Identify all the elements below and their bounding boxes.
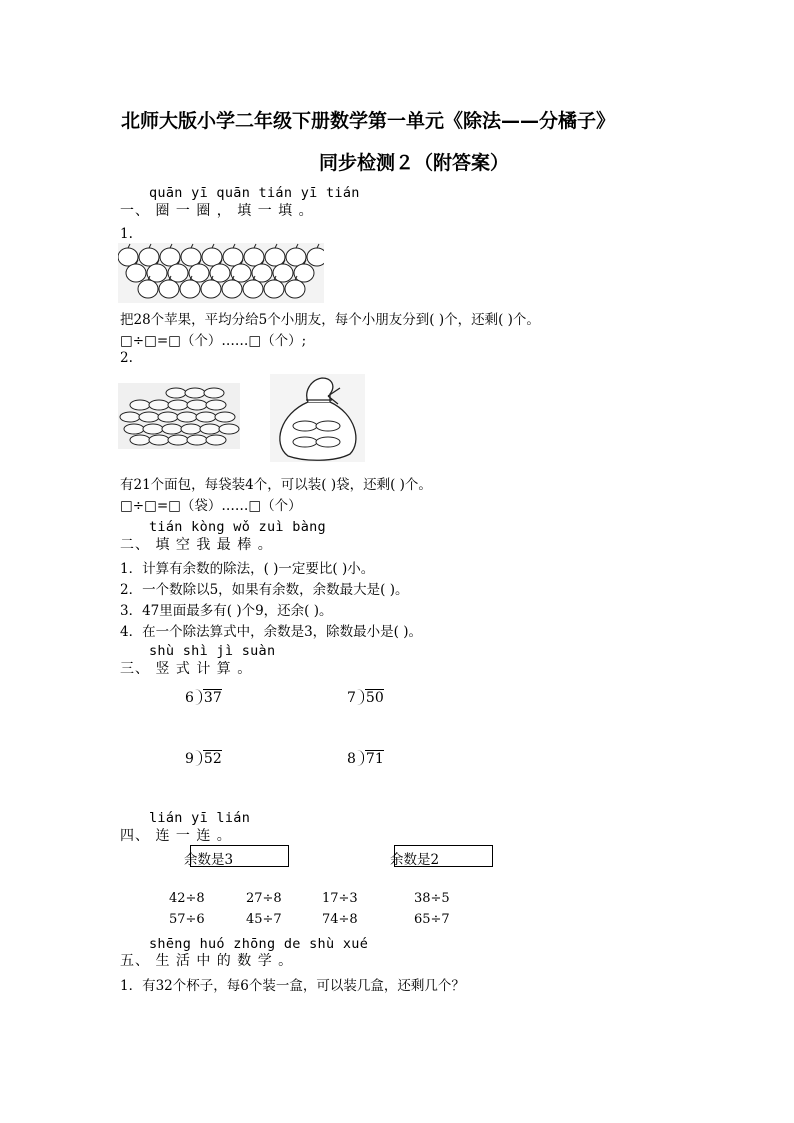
apple-shape xyxy=(244,248,264,266)
apple-shape xyxy=(160,248,180,266)
bread-shape xyxy=(196,412,216,422)
apple-shape xyxy=(126,264,146,282)
apple-shape xyxy=(118,248,138,266)
bread-shape xyxy=(187,400,207,410)
section1-pinyin: quān yī quān tián yī tián xyxy=(149,185,360,201)
q1-number: 1. xyxy=(120,226,133,242)
remainder-3-label: 余数是3 xyxy=(184,852,234,868)
bread-shape xyxy=(187,435,207,445)
apple-shape xyxy=(139,248,159,266)
expression: 74÷8 xyxy=(322,912,358,927)
bread-shape xyxy=(130,435,150,445)
section4-heading: 四、 连 一 连 。 xyxy=(120,828,232,844)
bread-bag-illustration xyxy=(270,374,365,462)
expression: 42÷8 xyxy=(169,891,205,906)
dividend: 37 xyxy=(203,690,222,706)
dividend: 50 xyxy=(365,690,384,706)
apple-shape xyxy=(181,248,201,266)
bread-shape xyxy=(120,412,140,422)
bread-shape xyxy=(181,424,201,434)
q1-formula: □÷□=□（个）……□（个）; xyxy=(120,333,307,349)
expression: 65÷7 xyxy=(414,912,450,927)
divisor: 9 xyxy=(185,751,194,767)
bread-shape xyxy=(124,424,144,434)
bread-shape xyxy=(206,400,226,410)
apple-shape xyxy=(252,264,272,282)
apple-shape xyxy=(264,280,284,298)
q2-number: 2. xyxy=(120,350,133,366)
section2-item-4: 4．在一个除法算式中，余数是3，除数最小是( )。 xyxy=(120,624,423,640)
apple-shape xyxy=(285,280,305,298)
bread-shape xyxy=(168,435,188,445)
section4-pinyin: lián yī lián xyxy=(149,810,251,826)
long-division-4 xyxy=(347,750,384,767)
expression: 27÷8 xyxy=(246,891,282,906)
bread-shape xyxy=(143,424,163,434)
section2-item-3: 3．47里面最多有( )个9，还余( )。 xyxy=(120,603,333,619)
bread-shape xyxy=(130,400,150,410)
bread-shape xyxy=(158,412,178,422)
dividend: 71 xyxy=(365,751,384,767)
apple-shape xyxy=(223,248,243,266)
expression: 45÷7 xyxy=(246,912,282,927)
dividend: 52 xyxy=(203,751,222,767)
q2-text: 有21个面包，每袋装4个，可以装( )袋，还剩( )个。 xyxy=(120,477,432,493)
apple-shape xyxy=(159,280,179,298)
section1-heading: 一、 圈 一 圈 ， 填 一 填 。 xyxy=(120,203,314,219)
bread-shape xyxy=(219,424,239,434)
section2-item-2: 2．一个数除以5，如果有余数，余数最大是( )。 xyxy=(120,582,409,598)
long-division-2 xyxy=(347,689,384,706)
bread-shape xyxy=(168,400,188,410)
bread-shape xyxy=(149,435,169,445)
apple-shape xyxy=(222,280,242,298)
apple-shape xyxy=(138,280,158,298)
bread-shape xyxy=(200,424,220,434)
bread-shape xyxy=(139,412,159,422)
apples-illustration xyxy=(118,243,324,303)
bread-shape xyxy=(149,400,169,410)
apple-shape xyxy=(231,264,251,282)
divisor: 6 xyxy=(185,690,194,706)
document-title-line2: 同步检测２（附答案） xyxy=(319,152,510,174)
q2-formula: □÷□=□（袋）……□（个） xyxy=(120,498,302,514)
section5-heading: 五、 生 活 中 的 数 学 。 xyxy=(120,953,294,969)
bread-shape xyxy=(206,435,226,445)
long-division-3 xyxy=(185,750,222,767)
expression: 38÷5 xyxy=(414,891,450,906)
section5-pinyin: shēng huó zhōng de shù xué xyxy=(149,936,369,952)
bread-shape xyxy=(204,388,224,398)
apple-shape xyxy=(286,248,306,266)
section2-pinyin: tián kòng wǒ zuì bàng xyxy=(149,519,326,535)
apple-shape xyxy=(273,264,293,282)
bread-shape xyxy=(166,388,186,398)
bread-shape xyxy=(215,412,235,422)
long-division-1 xyxy=(185,689,222,706)
apple-shape xyxy=(294,264,314,282)
apple-shape xyxy=(147,264,167,282)
divisor: 8 xyxy=(347,751,356,767)
apple-shape xyxy=(180,280,200,298)
q1-text: 把28个苹果，平均分给5个小朋友，每个小朋友分到( )个，还剩( )个。 xyxy=(120,312,540,328)
section3-heading: 三、 竖 式 计 算 。 xyxy=(120,661,253,677)
apple-shape xyxy=(307,248,324,266)
apple-shape xyxy=(189,264,209,282)
remainder-2-label: 余数是2 xyxy=(390,852,440,868)
apple-shape xyxy=(201,280,221,298)
apple-shape xyxy=(168,264,188,282)
section2-item-1: 1．计算有余数的除法，( )一定要比( )小。 xyxy=(120,561,375,577)
expression: 17÷3 xyxy=(322,891,358,906)
document-title-line1: 北师大版小学二年级下册数学第一单元《除法——分橘子》 xyxy=(121,110,616,132)
bread-shape xyxy=(177,412,197,422)
bread-shape xyxy=(185,388,205,398)
bread-shape xyxy=(162,424,182,434)
apple-shape xyxy=(210,264,230,282)
divisor: 7 xyxy=(347,690,356,706)
section5-question-1: 1．有32个杯子，每6个装一盒，可以装几盒，还剩几个？ xyxy=(120,978,465,994)
section2-heading: 二、 填 空 我 最 棒 。 xyxy=(120,537,273,553)
expression: 57÷6 xyxy=(169,912,205,927)
apple-shape xyxy=(265,248,285,266)
bread-pile-illustration xyxy=(118,383,240,449)
apple-shape xyxy=(202,248,222,266)
section3-pinyin: shù shì jì suàn xyxy=(149,643,276,659)
apple-shape xyxy=(243,280,263,298)
